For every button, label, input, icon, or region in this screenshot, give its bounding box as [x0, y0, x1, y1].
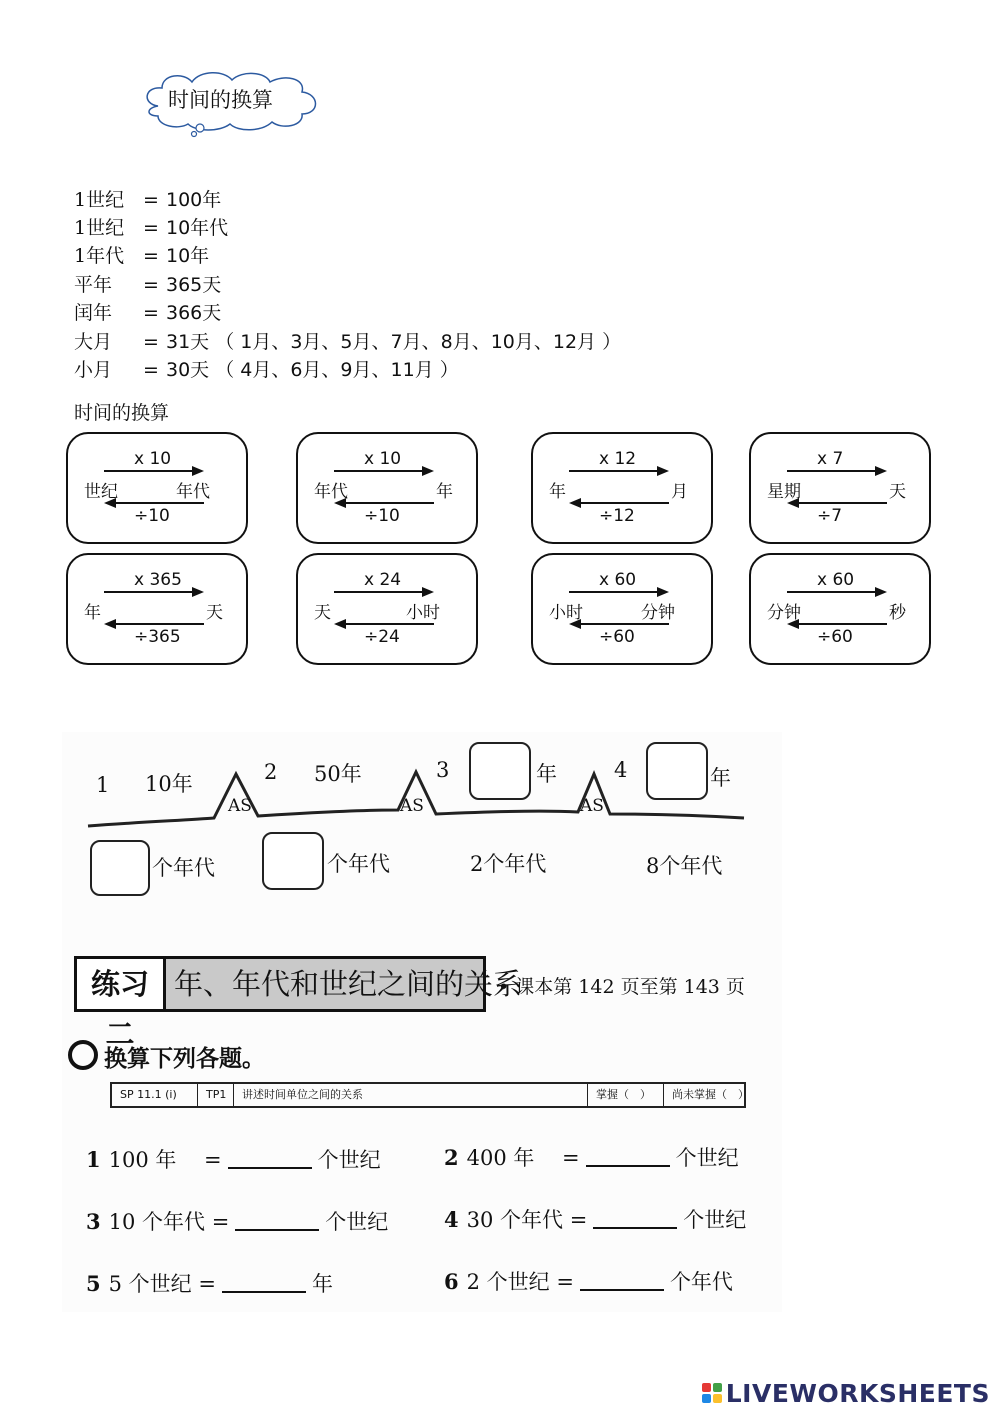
answer-blank[interactable] — [222, 1291, 306, 1293]
divide-label: ÷365 — [134, 627, 181, 647]
as-sign: AS — [228, 796, 252, 816]
to-unit: 年代 — [176, 482, 210, 502]
from-unit: 小时 — [549, 603, 583, 623]
answer-blank[interactable] — [235, 1229, 319, 1231]
fact-row: 大月 = 31天 （ 1月、3月、5月、7月、8月、10月、12月 ） — [74, 331, 622, 353]
divide-label: ÷12 — [599, 506, 635, 526]
timeline-unit: 个年代 — [152, 856, 215, 880]
not-mastered-cell[interactable]: 尚未掌握（ ） — [672, 1088, 749, 1101]
page-title: 时间的换算 — [168, 88, 273, 112]
skill-description: 讲述时间单位之间的关系 — [234, 1084, 588, 1106]
from-unit: 年 — [549, 482, 566, 502]
timeline-unit: 年 — [536, 762, 557, 786]
exercise-banner-label: 练习二 — [74, 956, 166, 1012]
exercise-banner-title: 年、年代和世纪之间的关系 — [166, 956, 486, 1012]
timeline-value: 2个年代 — [470, 852, 547, 876]
brand-name: LIVEWORKSHEETS — [725, 1378, 990, 1408]
timeline-num: 3 — [436, 758, 450, 782]
skill-code: SP 11.1 (i) — [112, 1084, 198, 1106]
liveworksheets-logo — [702, 1378, 990, 1408]
to-unit: 天 — [206, 603, 223, 623]
to-unit: 秒 — [889, 603, 906, 623]
as-sign: AS — [580, 796, 604, 816]
skill-meta-table — [110, 1082, 749, 1108]
divide-label: ÷10 — [364, 506, 400, 526]
conversion-box — [531, 432, 713, 544]
logo-grid-icon — [702, 1383, 722, 1403]
conversion-box — [66, 432, 248, 544]
conversion-box — [531, 553, 713, 665]
textbook-reference: • 课本第 142 页至第 143 页 — [498, 976, 745, 998]
to-unit: 月 — [671, 482, 688, 502]
question-item: 5 5 个世纪 = 年 — [86, 1271, 333, 1296]
question-item: 1 100 年 = 个世纪 — [86, 1147, 381, 1172]
question-item: 3 10 个年代 = 个世纪 — [86, 1209, 389, 1234]
question-item: 4 30 个年代 = 个世纪 — [444, 1207, 747, 1232]
answer-blank[interactable] — [228, 1167, 312, 1169]
answer-blank[interactable] — [593, 1227, 677, 1229]
to-unit: 分钟 — [641, 603, 675, 623]
multiply-label: x 12 — [599, 449, 637, 469]
answer-box[interactable] — [90, 840, 150, 896]
question-item: 2 400 年 = 个世纪 — [444, 1145, 739, 1170]
divide-label: ÷60 — [817, 627, 853, 647]
timeline-value: 10年 — [145, 772, 193, 796]
timeline-num: 1 — [96, 773, 110, 797]
multiply-label: x 10 — [134, 449, 172, 469]
from-unit: 星期 — [767, 482, 801, 502]
from-unit: 分钟 — [767, 603, 801, 623]
to-unit: 小时 — [406, 603, 440, 623]
multiply-label: x 60 — [817, 570, 855, 590]
timeline-num: 2 — [264, 760, 278, 784]
as-sign: AS — [400, 796, 424, 816]
divide-label: ÷7 — [817, 506, 843, 526]
fact-row: 1年代 = 10年 — [74, 245, 210, 267]
conversion-box — [296, 553, 478, 665]
multiply-label: x 60 — [599, 570, 637, 590]
timeline-unit: 个年代 — [327, 852, 390, 876]
divide-label: ÷24 — [364, 627, 400, 647]
conversion-box — [749, 553, 931, 665]
from-unit: 天 — [314, 603, 331, 623]
multiply-label: x 10 — [364, 449, 402, 469]
fact-row: 闰年 = 366天 — [74, 302, 222, 324]
conversion-box — [296, 432, 478, 544]
divide-label: ÷60 — [599, 627, 635, 647]
from-unit: 年代 — [314, 482, 348, 502]
conversion-box — [749, 432, 931, 544]
tp-level: TP1 — [198, 1084, 234, 1106]
to-unit: 年 — [436, 482, 453, 502]
timeline-unit: 年 — [710, 766, 731, 790]
instruction-heading: 换算下列各题。 — [104, 1046, 265, 1072]
from-unit: 世纪 — [84, 482, 118, 502]
conversion-box — [66, 553, 248, 665]
multiply-label: x 24 — [364, 570, 402, 590]
fact-row: 1世纪 = 10年代 — [74, 217, 229, 239]
timeline-num: 4 — [614, 758, 628, 782]
divide-label: ÷10 — [134, 506, 170, 526]
to-unit: 天 — [889, 482, 906, 502]
answer-box[interactable] — [646, 742, 708, 800]
answer-box[interactable] — [262, 832, 324, 890]
timeline-value: 50年 — [314, 762, 362, 786]
section-label: 时间的换算 — [74, 402, 170, 424]
multiply-label: x 365 — [134, 570, 182, 590]
question-item: 6 2 个世纪 = 个年代 — [444, 1269, 733, 1294]
fact-row: 小月 = 30天 （ 4月、6月、9月、11月 ） — [74, 359, 459, 381]
answer-blank[interactable] — [580, 1289, 664, 1291]
answer-blank[interactable] — [586, 1165, 670, 1167]
fact-row: 平年 = 365天 — [74, 274, 222, 296]
multiply-label: x 7 — [817, 449, 844, 469]
answer-box[interactable] — [469, 742, 531, 800]
fact-row: 1世纪 = 100年 — [74, 189, 222, 211]
from-unit: 年 — [84, 603, 101, 623]
timeline-value: 8个年代 — [646, 854, 723, 878]
circle-bullet-icon — [68, 1040, 98, 1070]
mastered-cell[interactable]: 掌握（ ） — [588, 1084, 664, 1106]
